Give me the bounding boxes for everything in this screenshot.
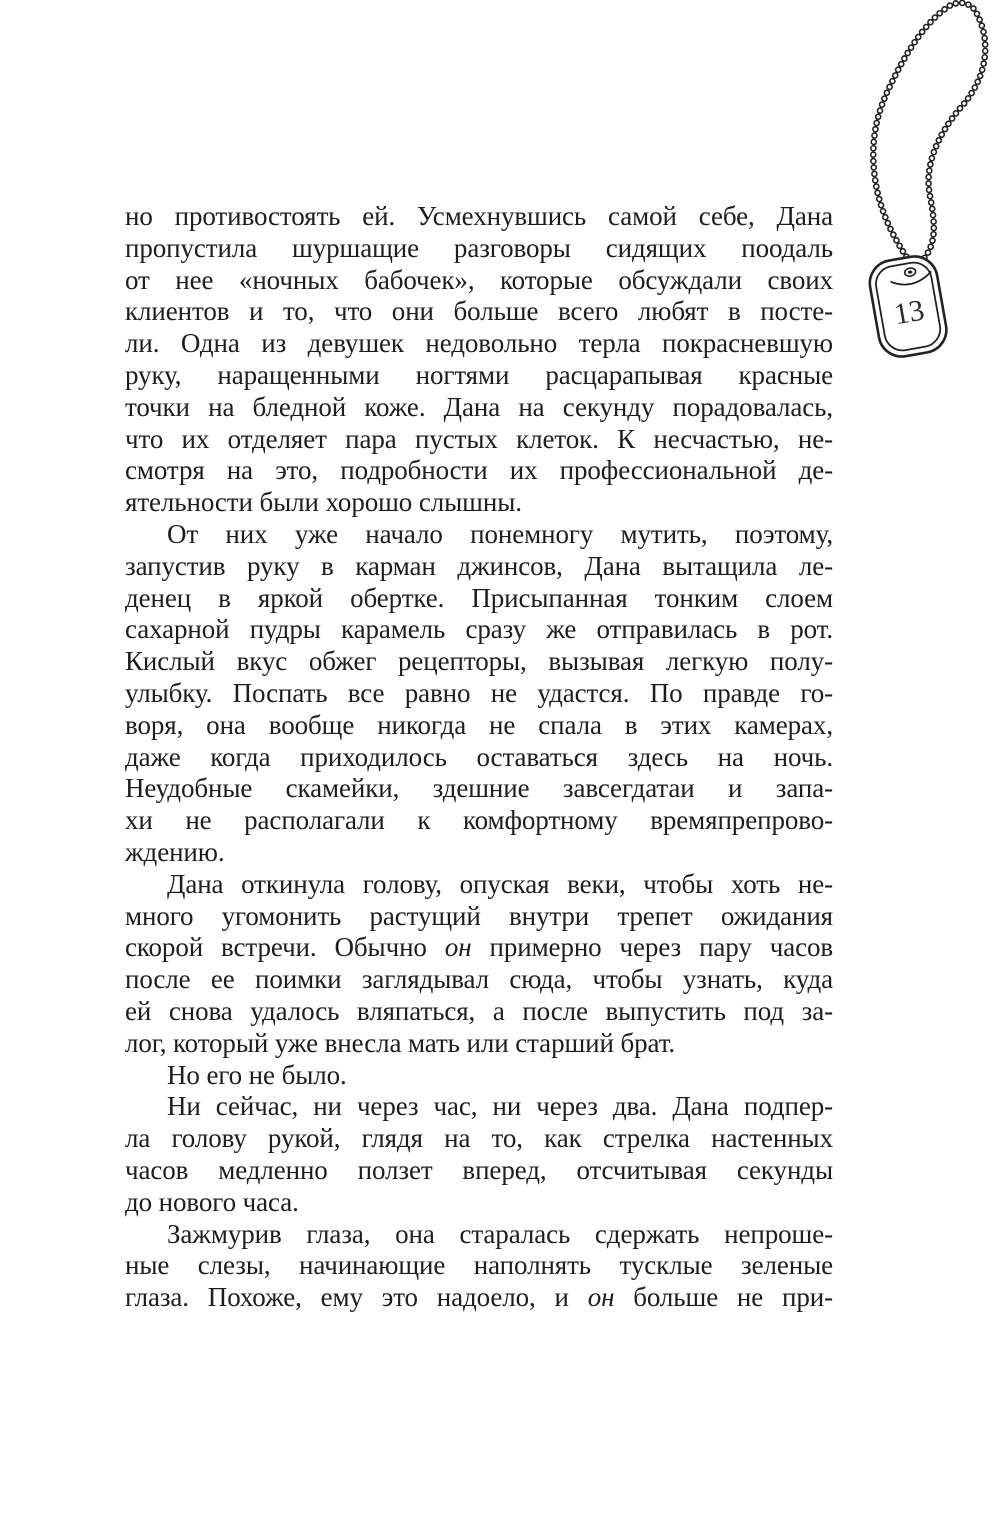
- text-line: часов медленно ползет вперед, отсчитывая секунды: [125, 1154, 833, 1185]
- text-line: много угомонить растущий внутри трепет ожидания: [125, 900, 833, 931]
- text-line: ла голову рукой, глядя на то, как стрелка настенных: [125, 1123, 833, 1154]
- text-line: Ни сейчас, ни через час, ни через два. Дана подпер-: [167, 1091, 833, 1122]
- text-line: хи не располагали к комфортному времяпрепрово-: [125, 805, 833, 836]
- text-line: денец в яркой обертке. Присыпанная тонким слоем: [125, 582, 833, 613]
- dog-tag-ornament: [850, 0, 1000, 372]
- paragraph: [125, 201, 833, 519]
- text-line: воря, она вообще никогда не спала в этих камерах,: [125, 709, 833, 740]
- text-line: что их отделяет пара пустых клеток. К несчастью, не-: [125, 423, 833, 454]
- dog-tag-icon: [866, 253, 950, 360]
- text-line: От них уже начало понемногу мутить, поэтому,: [167, 518, 833, 549]
- page-number: 13: [891, 293, 927, 332]
- text-line: ей снова удалось вляпаться, а после выпустить под за-: [125, 995, 833, 1026]
- text-line: Кислый вкус обжег рецепторы, вызывая легкую полу-: [125, 646, 833, 677]
- text-line: до нового часа.: [125, 1186, 299, 1217]
- paragraph: [125, 1091, 833, 1218]
- text-line: Зажмурив глаза, она старалась сдержать непроше-: [167, 1218, 833, 1249]
- paragraph: [125, 869, 833, 1060]
- paragraph: [125, 1219, 833, 1314]
- text-line: ятельности были хорошо слышны.: [125, 487, 522, 518]
- text-line: лог, который уже внесла мать или старший брат.: [125, 1027, 676, 1058]
- text-line: руку, наращенными ногтями расцарапывая красные: [125, 359, 833, 390]
- text-line: улыбку. Поспать все равно не удастся. По правде го-: [125, 677, 833, 708]
- text-line: точки на бледной коже. Дана на секунду порадовалась,: [125, 391, 833, 422]
- text-line: клиентов и то, что они больше всего любят в посте-: [125, 296, 833, 327]
- text-line: сахарной пудры карамель сразу же отправилась в рот.: [125, 614, 833, 645]
- paragraph: [125, 1060, 833, 1092]
- text-line: Неудобные скамейки, здешние завсегдатаи и запа-: [125, 773, 833, 804]
- text-line: глаза. Похоже, ему это надоело, и он больше не при-: [125, 1282, 833, 1313]
- text-line: ждению.: [125, 836, 225, 867]
- ball-chain-icon: [873, 3, 985, 263]
- text-line: запустив руку в карман джинсов, Дана вытащила ле-: [125, 550, 833, 581]
- text-line: Дана откинула голову, опуская веки, чтобы хоть не-: [167, 868, 833, 899]
- text-line: ные слезы, начинающие наполнять тусклые зеленые: [125, 1250, 833, 1281]
- text-line: даже когда приходилось оставаться здесь на ночь.: [125, 741, 833, 772]
- text-line: Но его не было.: [167, 1059, 347, 1090]
- paragraph: [125, 519, 833, 869]
- text-line: от нее «ночных бабочек», которые обсуждали своих: [125, 264, 833, 295]
- text-line: смотря на это, подробности их профессиональной де-: [125, 455, 833, 486]
- text-line: но противостоять ей. Усмехнувшись самой себе, Дана: [125, 201, 833, 231]
- text-line: пропустила шуршащие разговоры сидящих поодаль: [125, 232, 833, 263]
- text-line: ли. Одна из девушек недовольно терла покрасневшую: [125, 328, 833, 359]
- text-line: скорой встречи. Обычно он примерно через пару часов: [125, 932, 834, 963]
- text-line: после ее поимки заглядывал сюда, чтобы узнать, куда: [125, 964, 833, 995]
- text-block: [125, 201, 833, 1314]
